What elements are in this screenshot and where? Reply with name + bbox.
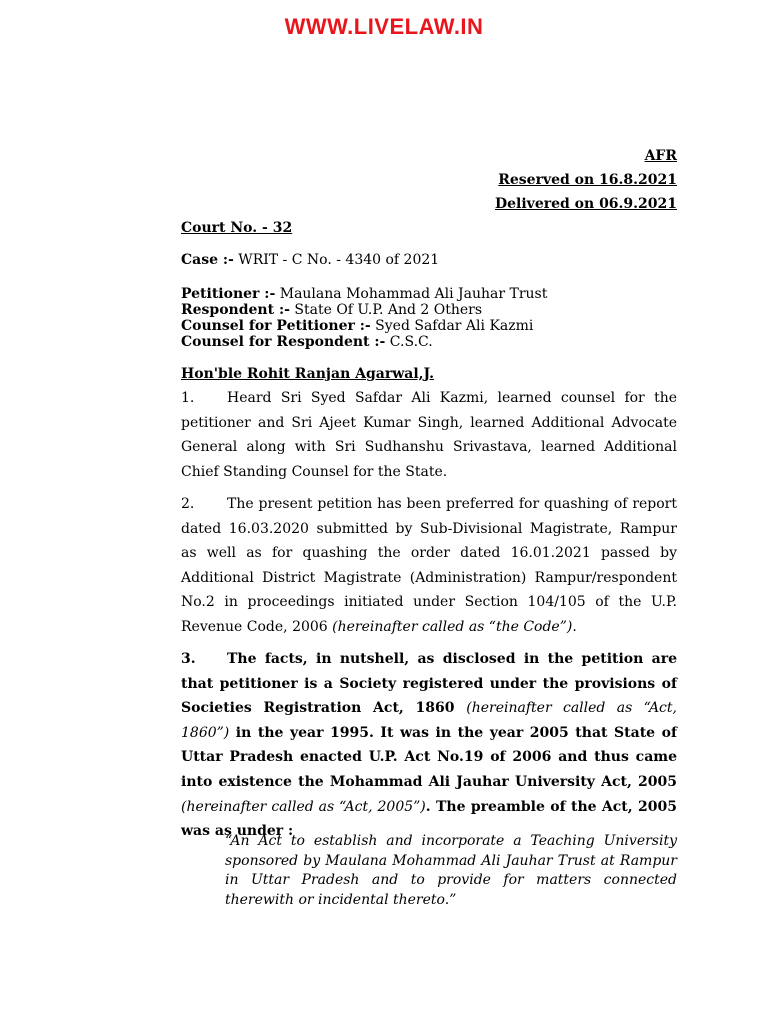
judge-name: Hon'ble Rohit Ranjan Agarwal,J. — [181, 366, 434, 382]
case-number — [181, 252, 677, 268]
paragraph-1 — [181, 386, 677, 484]
paragraph-italic: (hereinafter called as “Act, 2005”) — [181, 798, 426, 815]
party-counsel-respondent — [181, 334, 677, 351]
party-respondent — [181, 302, 677, 319]
party-value: Maulana Mohammad Ali Jauhar Trust — [275, 286, 548, 302]
paragraph-text: The present petition has been preferred for quashing of report dated 16.03.2020 submitted by Sub-Divisional Magistrate, Rampur as well as for quashing the order dated 16.01.2021 passed by Additional District Magistrate (Administration) Rampur/respondent No.2 in proceedings initiated under Section 104/105 of the U.P. Revenue Code, 2006 — [181, 496, 677, 635]
delivered-date: Delivered on 06.9.2021 — [495, 196, 677, 212]
paragraph-end: . — [572, 618, 577, 635]
court-number: Court No. - 32 — [181, 220, 293, 236]
party-counsel-petitioner — [181, 318, 677, 335]
reserved-date: Reserved on 16.8.2021 — [498, 172, 677, 188]
livelaw-watermark: WWW.LIVELAW.IN — [284, 14, 484, 39]
paragraph-3 — [181, 647, 677, 844]
case-value: WRIT - C No. - 4340 of 2021 — [233, 252, 440, 268]
paragraph-number: 1. — [181, 390, 195, 406]
paragraph-italic: (hereinafter called as “Act, 1860”) — [181, 700, 677, 741]
party-label: Respondent :- — [181, 302, 290, 318]
preamble-quote: “An Act to establish and incorporate a Teaching University sponsored by Maulana Mohammad Ali Jauhar Trust at Rampur in Uttar Pradesh and to provide for matters connected therewith or incidental thereto.” — [225, 833, 677, 908]
case-label: Case :- — [181, 252, 234, 268]
party-value: Syed Safdar Ali Kazmi — [370, 318, 534, 334]
paragraph-number: 2. — [181, 496, 195, 512]
paragraph-text: in the year 1995. It was in the year 2005 that State of Uttar Pradesh enacted U.P. Act No.19 of 2006 and thus came into existence the Mohammad Ali Jauhar University Act, 2005 — [181, 724, 677, 790]
party-label: Counsel for Respondent :- — [181, 334, 386, 350]
party-value: C.S.C. — [385, 334, 433, 350]
party-label: Counsel for Petitioner :- — [181, 318, 371, 334]
afr-label: AFR — [644, 148, 677, 164]
party-value: State Of U.P. And 2 Others — [289, 302, 483, 318]
paragraph-text: Heard Sri Syed Safdar Ali Kazmi, learned counsel for the petitioner and Sri Ajeet Kumar Singh, learned Additional Advocate General along with Sri Sudhanshu Srivastava, learned Additional Chief Standing Counsel for the State. — [181, 390, 677, 480]
paragraph-text: . The preamble of the Act, 2005 was as under : — [181, 798, 677, 840]
paragraph-italic: (hereinafter called as “the Code”) — [332, 618, 573, 635]
paragraph-number: 3. — [181, 651, 196, 667]
party-petitioner — [181, 286, 677, 303]
paragraph-text: The facts, in nutshell, as disclosed in the petition are that petitioner is a Society registered under the provisions of Societies Registration Act, 1860 — [181, 651, 677, 717]
party-label: Petitioner :- — [181, 286, 276, 302]
paragraph-2 — [181, 492, 677, 640]
